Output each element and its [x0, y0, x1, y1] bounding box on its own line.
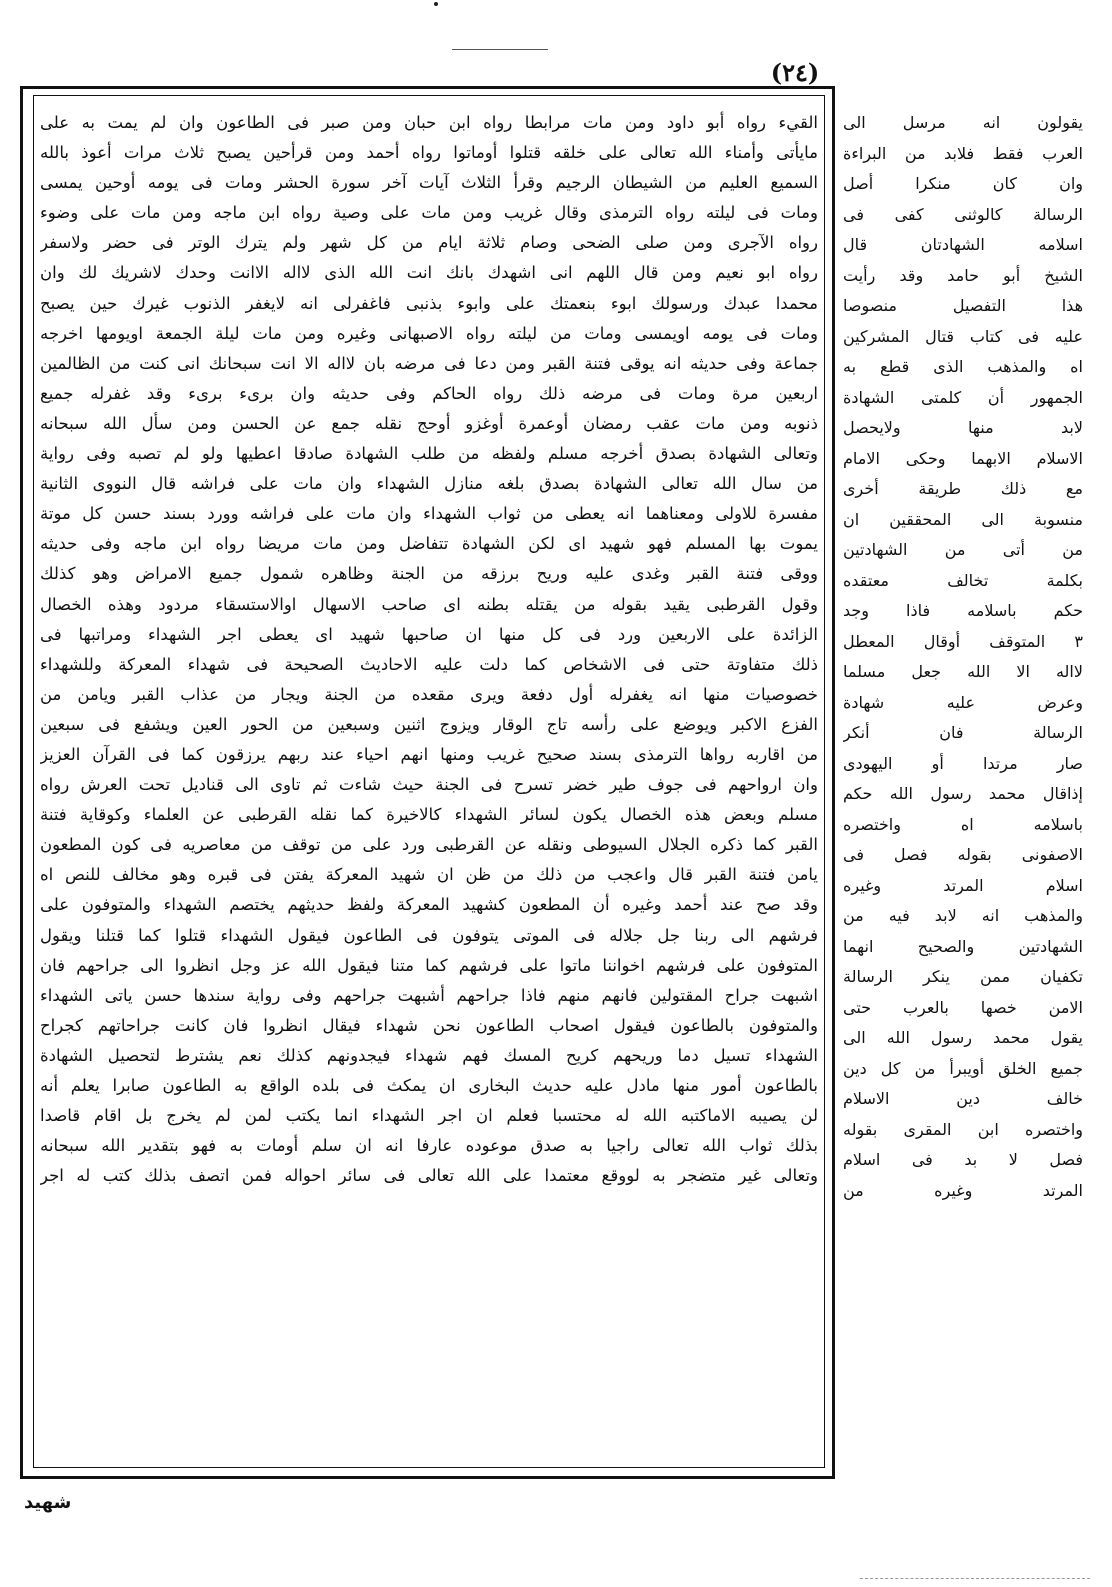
margin-text-line: مع ذلك طريقة أخرى	[843, 479, 1083, 498]
margin-text-line: والمذهب انه لابد فيه من	[843, 906, 1083, 925]
margin-text-line: الاصفونى بقوله فصل فى	[843, 845, 1083, 864]
margin-text-line: خالف دين الاسلام	[843, 1089, 1083, 1108]
main-text-line: بذلك ثواب الله تعالى راجيا به صدق موعوده عارفا انه ان سلم أومات به فهو بتقدير الله سبحانه	[40, 1136, 818, 1156]
margin-text-line: بكلمة تخالف معتقده	[843, 570, 1083, 590]
margin-text-line: جميع الخلق أويبرأ من كل دين	[843, 1058, 1083, 1078]
main-text-line: ذلك متفاوتة حتى فى الاشخاص كما دلت عليه الاحاديث الصحيحة فى شهداء المعركة وللشهداء	[40, 654, 818, 674]
main-text-line: جماعة وفى حديثه انه يوقى فتنة القبر ومن دعا فى مرضه بان لااله الا انت سبحانك انى كنت من الظالمين	[40, 353, 818, 373]
margin-text-line: الشهادتين والصحيح انهما	[843, 936, 1083, 956]
margin-text-line: الجمهور أن كلمتى الشهادة	[843, 387, 1083, 407]
main-text-line: يموت بها المسلم فهو شهيد اى لكن الشهادة تتفاضل ومن مات مريضا رواه ابن ماجه وفى حديثه	[40, 534, 818, 554]
main-text-line: مفسرة للاولى ومعناهما انه يعطى من ثواب الشهداء وان مات على فراشه وورد بسند حسن كل موتة	[40, 504, 818, 524]
main-text-line: من سال الله تعالى الشهادة بصدق بلغه منازل الشهداء وان مات على فراشه قال النووى الثانية	[40, 474, 818, 494]
margin-text-line: منسوبة الى المحققين ان	[843, 509, 1083, 529]
margin-text-line: حكم باسلامه فاذا وجد	[843, 601, 1083, 620]
margin-text-line: العرب فقط فلابد من البراءة	[843, 143, 1083, 163]
main-text-line: المتوفون على فرشهم اخواننا ماتوا على فرشهم كما متنا فيقول الله عز وجل انظروا الى جراحهم فان	[40, 955, 818, 975]
margin-commentary	[843, 108, 1083, 1448]
main-text-line: ذنوبه ومن مات عقب رمضان أوعمرة أوغزو أوحج نقله جمع عن الحسن ومن سأل الله سبحانه	[40, 413, 818, 433]
main-text-line: رواه ابو نعيم ومن قال اللهم انى اشهدك بانك انت الله الذى لااله الاانت وحدك لاشريك لك وان	[40, 263, 818, 283]
main-text-line: وقول القرطبى يقيد بقوله من يقتله بطنه اى صاحب الاسهال اوالاستسقاء مردود وهذه الخصال	[40, 594, 818, 614]
margin-text-line: ٣ المتوقف أوقال المعطل	[843, 631, 1083, 651]
margin-text-line: صار مرتدا أو اليهودى	[843, 753, 1083, 773]
margin-text-line: الرسالة كالوثنى كفى فى	[843, 204, 1083, 224]
margin-text-line: المرتد وغيره من	[843, 1180, 1083, 1200]
margin-text-line: الشيخ أبو حامد وقد رأيت	[843, 265, 1083, 285]
catchword: شهيد	[24, 1492, 72, 1513]
main-text-line: السميع العليم من الشيطان الرجيم وقرأ الثلاث آيات آخر سورة الحشر ومات فى يومه أوحين يمسى	[40, 173, 818, 193]
main-text-line: مسلم وبعض هذه الخصال يكون لسائر الشهداء كالاخيرة كما نقله القرطبى عن العلماء وكوقاية فتنة	[40, 805, 818, 825]
main-text-line: والمتوفون بالطاعون فيقول اصحاب الطاعون نحن شهداء فيقال انظروا فان كانت جراحاتهم كجراح	[40, 1015, 818, 1035]
page-number: (٢٤)	[770, 58, 820, 87]
margin-text-line: وعرض عليه شهادة	[843, 692, 1083, 712]
margin-text-line: يقولون انه مرسل الى	[843, 113, 1083, 132]
main-text-line: ووقى فتنة القبر وغدى عليه وريح برزقه من الجنة وظاهره شمول جميع الامراض وهو كذلك	[40, 564, 818, 584]
main-text-line: اشبهت جراح المقتولين فانهم منهم فاذا جراحهم أشبهت جراحهم وفى رواية سندها حسن ياتى الشهداء	[40, 985, 818, 1005]
margin-text-line: اسلام المرتد وغيره	[843, 875, 1083, 895]
main-text-line: بالطاعون أمور منها مادل عليه حديث البخارى ان يمكث فى بلده الواقع به الطاعون صابرا يعلم أنه	[40, 1076, 818, 1095]
margin-text-line: واختصره ابن المقرى بقوله	[843, 1119, 1083, 1139]
main-text-line: لن يصيبه الاماكتبه الله له محتسبا فعلم ان اجر الشهداء انما يكتب لمن لم يخرج بل اقام قاصدا	[40, 1106, 818, 1126]
main-text-line: القبر كما ذكره الجلال السيوطى ونقله عن القرطبى ورد على من توقف من معاصريه فى كون المطعون	[40, 835, 818, 855]
margin-text-line: الامن خصها بالعرب حتى	[843, 997, 1083, 1017]
margin-text-line: وان كان منكرا أصل	[843, 174, 1083, 193]
main-text-line: الزائدة على الاربعين ورد فى كل منها ان صاحبها شهيد اى يعطى اجر الشهداء ومراتبها فى	[40, 624, 818, 644]
margin-text-line: فصل لا بد فى اسلام	[843, 1150, 1083, 1169]
margin-text-line: تكفيان ممن ينكر الرسالة	[843, 967, 1083, 986]
margin-text-line: اسلامه الشهادتان قال	[843, 235, 1083, 254]
main-text-line: وتعالى الشهادة بصدق أخرجه مسلم ولفظه من طلب الشهادة صادقا اعطيها ولو لم تصبه وفى رواية	[40, 444, 818, 464]
margin-text-line: لااله الا الله جعل مسلما	[843, 662, 1083, 681]
main-text-line: يامن فتنة القبر قال واعجب من ذلك من ظن ان شهيد المعركة يفتن فى قبره وهو مخالف للنص اه	[40, 865, 818, 885]
main-text-line: خصوصيات منها انه يغفرله أول دفعة ويرى مقعده من الجنة ويجار من عذاب القبر ويامن من	[40, 684, 818, 704]
main-text-line: الفزع الاكبر ويوضع على رأسه تاج الوقار ويزوج اثنين وسبعين من الحور العين ويشفع فى سبعين	[40, 714, 818, 734]
margin-text-line: هذا التفصيل منصوصا	[843, 296, 1083, 315]
main-text-line: وقد صح عند أحمد وغيره أن المطعون كشهيد المعركة ولفظ حديثهم يختصم الشهداء والمتوفون على	[40, 895, 818, 915]
top-rule	[452, 49, 548, 50]
main-text-line: مايأتى وأمناء الله تعالى على خلقه قتلوا أوماتوا رواه أحمد ومن قرأحين يصبح ثلاث مرات أعوذ بالله	[40, 143, 818, 163]
margin-text-line: الاسلام الابهما وحكى الامام	[843, 448, 1083, 468]
main-text-line: وان ارواحهم فى جوف طير خضر تسرح فى الجنة حيث شاءت ثم تاوى الى قناديل تحت العرش رواه	[40, 775, 818, 795]
margin-text-line: من أتى من الشهادتين	[843, 540, 1083, 559]
margin-text-line: لابد منها ولايحصل	[843, 418, 1083, 437]
main-text-line: رواه الآجرى ومن صلى الضحى وصام ثلاثة ايام من كل شهر ولم يترك الوتر فى حضر ولاسفر	[40, 233, 818, 253]
main-text-line: ومات فى ليلته رواه الترمذى وقال غريب ومن مات على وصية رواه ابن ماجه ومن مات على وضوء	[40, 203, 818, 223]
main-text-line: اربعين مرة ومات فى مرضه ذلك رواه الحاكم وفى حديثه وان برىء برىء وقد غفرله جميع	[40, 383, 818, 403]
margin-text-line: عليه فى كتاب قتال المشركين	[843, 326, 1083, 346]
main-text-body	[40, 108, 818, 1463]
main-text-line: القيء رواه أبو داود ومن مات مرابطا رواه ابن حبان ومن صبر فى الطاعون وان لم يمت به على	[40, 113, 818, 132]
main-text-line: وتعالى غير متضجر به لووقع معتمدا على الله تعالى فى سائر احواله فمن اتصف بذلك كتب له اجر	[40, 1166, 818, 1186]
main-text-line: محمدا عبدك ورسولك ابوء بنعمتك على وابوء بذنبى فاغفرلى انه لايغفر الذنوب غيرك حين يصبح	[40, 293, 818, 313]
margin-text-line: إذاقال محمد رسول الله حكم	[843, 784, 1083, 803]
margin-text-line: اه والمذهب الذى قطع به	[843, 357, 1083, 376]
top-dot-mark	[434, 2, 438, 6]
main-text-line: فرشهم الى ربنا جل جلاله فى الموتى يتوفون فى الطاعون فيقول الشهداء قتلوا كما قتلنا ويقول	[40, 925, 818, 945]
main-text-line: الشهداء تسيل دما وريحهم كريح المسك فهم شهداء فيجدونهم كذلك نعم يشترط لتحصيل الشهادة	[40, 1045, 818, 1065]
margin-text-line: الرسالة فان أنكر	[843, 723, 1083, 742]
main-text-line: ومات فى يومه اويمسى ومات من ليلته رواه الاصبهانى وغيره ومن مات ليلة الجمعة اويومها اخرجه	[40, 323, 818, 343]
margin-text-line: باسلامه اه واختصره	[843, 814, 1083, 834]
main-text-line: من اقاربه رواها الترمذى بسند صحيح غريب ومنها انهم احياء عند ربهم يرزقون كما فى القرآن العزيز	[40, 744, 818, 764]
bottom-rule	[860, 1578, 1090, 1579]
margin-text-line: يقول محمد رسول الله الى	[843, 1028, 1083, 1047]
